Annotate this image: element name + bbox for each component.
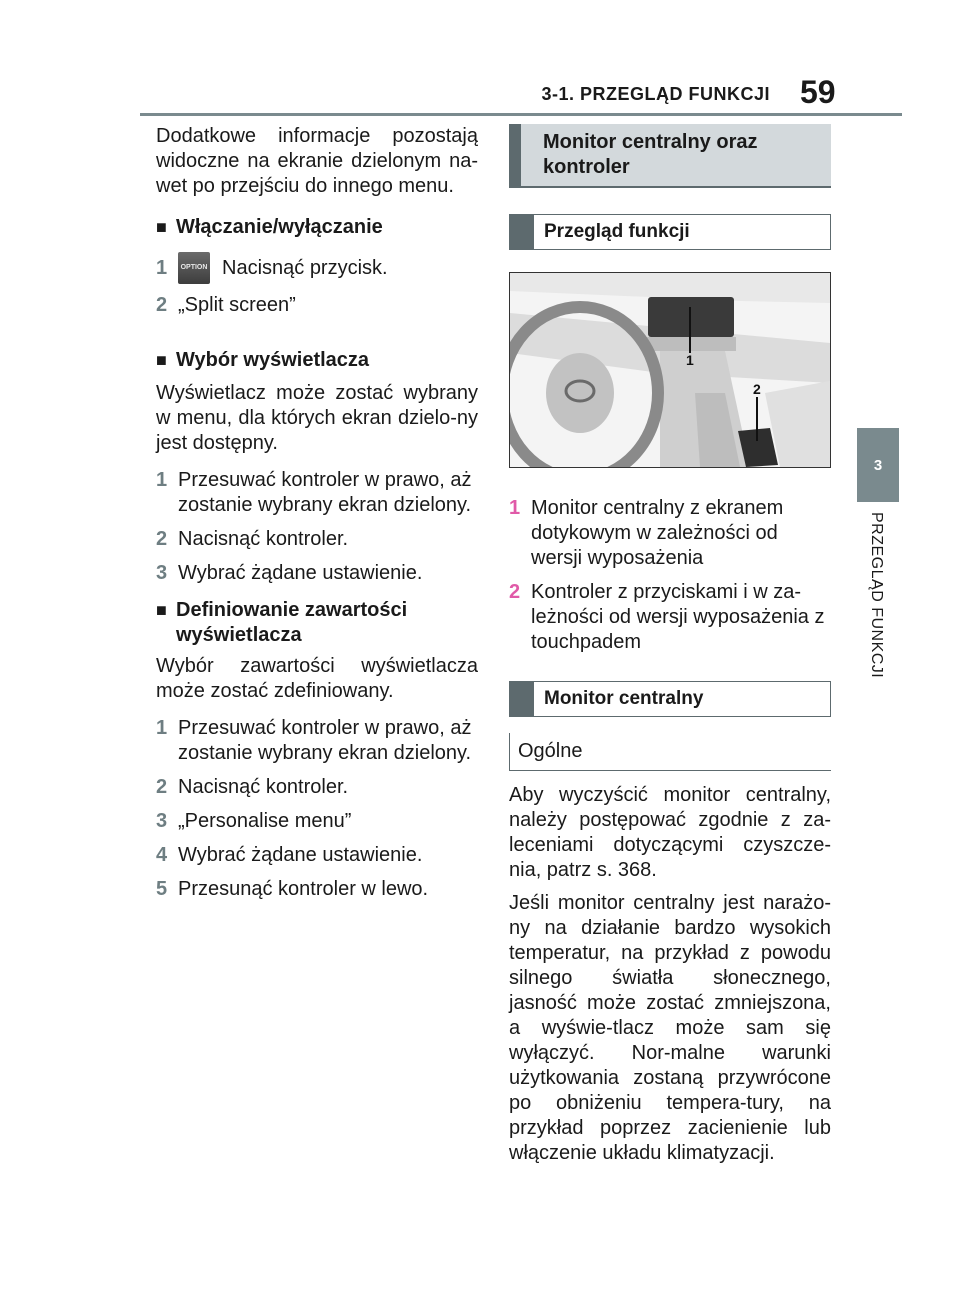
step-text: Przesuwać kontroler w prawo, aż zostanie wybrany ekran dzielony.	[178, 717, 472, 764]
step-text: Przesuwać kontroler w prawo, aż zostanie wybrany ekran dzielony.	[178, 469, 472, 516]
section-heading: Definiowanie zawartości wyświetlacza	[176, 599, 408, 646]
section-heading: Wybór wyświetlacza	[176, 349, 370, 371]
callout-2: 2	[753, 381, 761, 397]
section-title-box: Monitor centralny oraz kontroler	[509, 124, 831, 188]
square-bullet-icon: ■	[156, 350, 167, 370]
step-number: 1	[156, 469, 168, 491]
legend-item	[509, 580, 831, 655]
step-number: 2	[156, 294, 168, 316]
callout-1: 1	[686, 352, 694, 368]
step-number: 5	[156, 878, 168, 900]
step-number: 3	[156, 810, 168, 832]
legend-number: 1	[509, 497, 521, 519]
step-text: „Personalise menu”	[178, 810, 352, 832]
step	[156, 468, 478, 518]
legend-text: Monitor centralny z ekranem dotykowym w zależności od wersji wyposażenia	[531, 497, 784, 569]
step	[156, 843, 478, 868]
dashboard-illustration	[510, 273, 830, 467]
small-heading: Ogólne	[509, 733, 831, 771]
paragraph: Jeśli monitor centralny jest narażo-ny na działanie bardzo wysokich temperatur, na przykład z powodu silnego światła słonecznego, jasność może zostać zmniejszona, a wyświe-tlacz może sam się wyłączyć. Nor-malne warunki użytkowania zostaną przywrócone po obniżeniu tempera-tury, na przykład poprzez zacienienie lub włączenie układu klimatyzacji.	[509, 892, 831, 1164]
step-number: 1	[156, 256, 168, 279]
step	[156, 809, 478, 834]
section-paragraph: Wyświetlacz może zostać wybrany w menu, dla których ekran dzielo-ny jest dostępny.	[156, 382, 478, 454]
step-number: 1	[156, 717, 168, 739]
option-button-icon: OPTION	[178, 252, 210, 284]
intro-paragraph: Dodatkowe informacje pozostają widoczne na ekranie dzielonym na-wet po przejściu do innego menu.	[156, 125, 478, 197]
step-number: 3	[156, 562, 168, 584]
dashboard-figure	[509, 272, 831, 468]
step	[156, 877, 478, 902]
subsection-box: Przegląd funkcji	[509, 214, 831, 250]
step-text: Nacisnąć kontroler.	[178, 776, 349, 798]
bullet-heading	[156, 598, 478, 648]
square-bullet-icon: ■	[156, 600, 167, 620]
step-number: 2	[156, 776, 168, 798]
page-number: 59	[800, 74, 836, 110]
bullet-heading	[156, 348, 478, 373]
step	[156, 775, 478, 800]
header-rule	[140, 113, 902, 116]
step-text: Nacisnąć przycisk.	[222, 256, 388, 279]
step	[156, 293, 478, 318]
step	[156, 716, 478, 766]
left-column	[156, 124, 478, 902]
section-heading: Włączanie/wyłączanie	[176, 216, 383, 238]
legend-number: 2	[509, 581, 521, 603]
step-text: Wybrać żądane ustawienie.	[178, 562, 423, 584]
section-paragraph: Wybór zawartości wyświetlacza może zostać zdefiniowany.	[156, 655, 478, 702]
step-number: 4	[156, 844, 168, 866]
side-tab[interactable]: 3	[857, 428, 899, 502]
square-bullet-icon: ■	[156, 217, 167, 237]
step	[156, 527, 478, 552]
paragraph: Aby wyczyścić monitor centralny, należy postępować zgodnie z za-leceniami dotyczącymi czyszcze-nia, patrz s. 368.	[509, 784, 831, 881]
step-text: Wybrać żądane ustawienie.	[178, 844, 423, 866]
legend-item	[509, 496, 831, 571]
legend-text: Kontroler z przyciskami i w za-leżności od wersji wyposażenia z touchpadem	[531, 581, 825, 653]
step-text: „Split screen”	[178, 294, 296, 316]
step	[156, 561, 478, 586]
subsection-box: Monitor centralny	[509, 681, 831, 717]
step	[156, 252, 478, 284]
step-number: 2	[156, 528, 168, 550]
step-text: Nacisnąć kontroler.	[178, 528, 349, 550]
bullet-heading	[156, 215, 478, 240]
chapter-title: 3-1. PRZEGLĄD FUNKCJI	[541, 84, 770, 104]
step-text: Przesunąć kontroler w lewo.	[178, 878, 429, 900]
right-column	[509, 124, 831, 1166]
side-label: PRZEGLĄD FUNKCJI	[868, 512, 885, 679]
